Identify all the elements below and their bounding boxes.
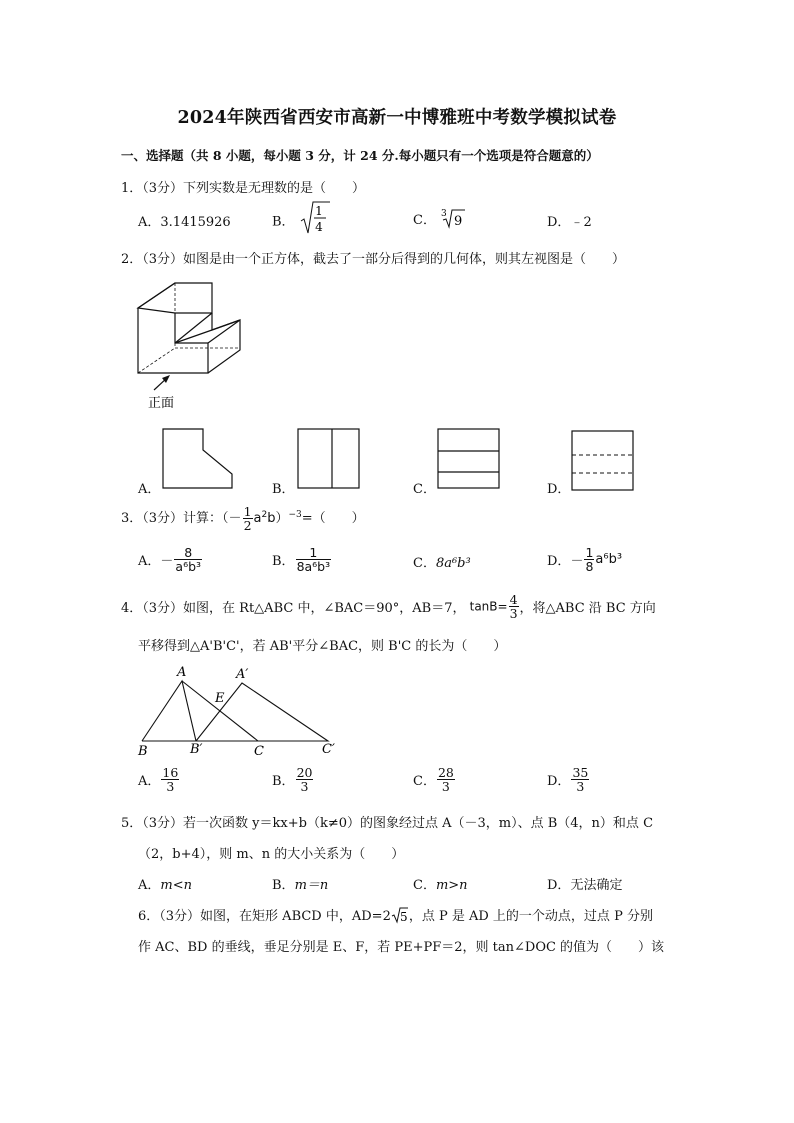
q4-option-c-label: C． xyxy=(413,774,436,790)
q3-option-d-label: D． xyxy=(547,554,571,570)
page-title: 2024年陕西省西安市高新一中博雅班中考数学模拟试卷 xyxy=(177,108,617,128)
q4-option-b-label: B． xyxy=(272,774,295,790)
q3-neg: － xyxy=(228,511,242,527)
q1-option-a-text: 3.1415926 xyxy=(160,215,231,230)
q4-label-A2: A′ xyxy=(236,667,249,682)
q3-b: b） xyxy=(267,511,289,527)
q4-option-d-frac xyxy=(571,766,589,793)
q1-option-a-label: A． xyxy=(138,215,161,230)
q4-c-num: 28 xyxy=(437,765,454,780)
q3-frac-num: 1 xyxy=(243,504,252,519)
q3-option-c-label: C． xyxy=(413,556,436,571)
q2-option-d-label: D． xyxy=(547,482,571,497)
q4-option-b-frac xyxy=(296,766,314,793)
q4-tan-label: tanB= xyxy=(469,599,508,614)
q3-option-a-neg: － xyxy=(160,554,174,570)
q1-b-num: 1 xyxy=(314,204,323,218)
q4-option-a-label: A． xyxy=(138,774,161,790)
q3-d-tail: a⁶b³ xyxy=(595,552,623,568)
question-1-stem: 1．（3分）下列实数是无理数的是（ ） xyxy=(121,181,366,196)
q6-line1-a: 6．（3分）如图，在矩形 ABCD 中，AD=2 xyxy=(138,909,391,924)
question-6-stem-line1 xyxy=(138,905,653,924)
q4-stem-a: 4．（3分）如图，在 Rt△ABC 中，∠BAC＝90°，AB＝7， xyxy=(121,601,466,617)
q1-sqrt-symbol xyxy=(299,200,331,240)
q4-option-d-label: D． xyxy=(547,774,571,790)
q4-label-C2: C′ xyxy=(322,742,335,757)
q4-b-den: 3 xyxy=(300,779,309,795)
q4-option-d xyxy=(547,766,590,793)
q4-a-num: 16 xyxy=(162,765,179,780)
q2-option-a-view xyxy=(162,428,234,490)
q1-option-b-label: B． xyxy=(272,214,295,230)
q4-label-B: B xyxy=(138,744,148,758)
q4-stem-b: ，将△ABC 沿 BC 方向 xyxy=(519,601,656,617)
q3-option-b xyxy=(272,546,332,573)
q4-label-E: E xyxy=(215,691,225,706)
q5-option-b-text: m＝n xyxy=(294,878,329,893)
q3-a-den: a⁶b³ xyxy=(175,559,202,575)
q3-prefix: 3．（3分）计算：（ xyxy=(121,511,229,527)
q4-tan-frac xyxy=(509,593,519,620)
question-5-stem-line1: 5．（3分）若一次函数 y＝kx+b（k≠0）的图象经过点 A（－3，m）、点 B（4，n）和点 C xyxy=(121,816,654,831)
q4-d-den: 3 xyxy=(576,779,585,795)
q3-b-num: 1 xyxy=(296,546,332,560)
q4-label-B2: B′ xyxy=(190,742,203,757)
q5-option-d-text: 无法确定 xyxy=(570,878,623,893)
q3-exp2: 2 xyxy=(261,509,268,520)
q4-label-A: A xyxy=(177,665,187,680)
question-4-stem-line1 xyxy=(121,593,656,620)
q3-option-b-frac xyxy=(296,546,332,573)
q4-b-num: 20 xyxy=(296,765,313,780)
q3-option-b-label: B． xyxy=(272,554,295,570)
q3-option-a-frac xyxy=(174,546,202,573)
q5-option-c-label: C． xyxy=(413,878,436,893)
q2-solid-figure xyxy=(130,280,250,415)
q4-option-a-frac xyxy=(161,766,179,793)
question-3-stem xyxy=(121,505,365,532)
q5-option-c-text: m>n xyxy=(435,878,468,893)
q4-option-a xyxy=(138,766,180,793)
q4-d-num: 35 xyxy=(572,765,589,780)
q5-option-d-label: D． xyxy=(547,878,571,893)
q5-option-d xyxy=(547,874,622,893)
section-heading: 一、选择题（共 8 小题，每小题 3 分，计 24 分.每小题只有一个选项是符合题意的） xyxy=(121,148,599,163)
q3-exp: −3 xyxy=(288,509,302,520)
q6-sqrt-symbol xyxy=(391,906,409,924)
q3-frac xyxy=(243,505,253,532)
q5-option-b xyxy=(272,874,328,893)
q1-cube-root xyxy=(440,207,466,229)
q4-option-b xyxy=(272,766,314,793)
question-2-stem: 2．（3分）如图是由一个正方体，截去了一部分后得到的几何体，则其左视图是（ ） xyxy=(121,252,626,267)
q2-option-b-label: B． xyxy=(272,482,295,497)
q3-option-c xyxy=(413,552,471,571)
q3-option-c-text: 8a⁶b³ xyxy=(435,556,471,571)
q3-suffix: =（ ） xyxy=(301,511,365,527)
q2-option-c-view xyxy=(437,428,501,490)
q6-line1-b: ，点 P 是 AD 上的一个动点，过点 P 分别 xyxy=(408,909,653,924)
q1-option-d-label: D． xyxy=(547,215,571,230)
q1-option-c xyxy=(413,207,466,229)
q1-option-d-text: ﹣2 xyxy=(570,215,592,230)
q3-a: a xyxy=(253,511,262,527)
q4-option-c xyxy=(413,766,456,793)
q4-label-C: C xyxy=(254,744,264,758)
q1-option-c-label: C． xyxy=(413,213,436,228)
q2-front-label: 正面 xyxy=(148,396,175,411)
q3-option-d xyxy=(547,546,622,573)
q4-a-den: 3 xyxy=(166,779,175,795)
q1-c-index: 3 xyxy=(441,209,447,219)
q3-option-d-frac xyxy=(584,546,594,573)
question-6-stem-line2: 作 AC、BD 的垂线，垂足分别是 E、F，若 PE+PF＝2，则 tan∠DOC 的值为（ ）该 xyxy=(138,940,665,955)
q4-tan-num: 4 xyxy=(509,592,518,607)
q5-option-c xyxy=(413,874,468,893)
q4-c-den: 3 xyxy=(441,779,450,795)
q5-option-a-text: m<n xyxy=(160,878,192,893)
q2-option-b-view xyxy=(297,428,361,490)
q1-option-d xyxy=(547,211,592,230)
q3-d-num: 1 xyxy=(585,545,594,560)
q2-option-a-label: A． xyxy=(138,482,161,497)
q3-option-a-label: A． xyxy=(138,554,161,570)
q2-option-d-view xyxy=(571,430,635,492)
q5-option-b-label: B． xyxy=(272,878,295,893)
q3-option-d-neg: － xyxy=(570,554,584,570)
q4-option-c-frac xyxy=(437,766,455,793)
q5-option-a xyxy=(138,874,192,893)
question-4-stem-line2: 平移得到△A'B'C'，若 AB'平分∠BAC，则 B'C 的长为（ ） xyxy=(138,639,507,654)
q1-option-b xyxy=(272,200,331,240)
q1-option-a xyxy=(138,211,231,230)
q1-b-den: 4 xyxy=(314,220,323,234)
q3-b-den: 8a⁶b³ xyxy=(296,559,331,575)
q4-tan-den: 3 xyxy=(509,606,518,622)
q6-rad: 5 xyxy=(399,910,408,924)
q4-triangle-figure xyxy=(132,663,352,758)
q3-option-a xyxy=(138,546,203,573)
question-5-stem-line2: （2，b+4），则 m、n 的大小关系为（ ） xyxy=(138,847,405,862)
q3-frac-den: 2 xyxy=(243,518,252,534)
q1-c-rad: 9 xyxy=(454,214,463,229)
q3-a-num: 8 xyxy=(174,546,202,560)
q2-option-c-label: C． xyxy=(413,482,436,497)
q5-option-a-label: A． xyxy=(138,878,161,893)
q3-d-den: 8 xyxy=(585,559,594,575)
